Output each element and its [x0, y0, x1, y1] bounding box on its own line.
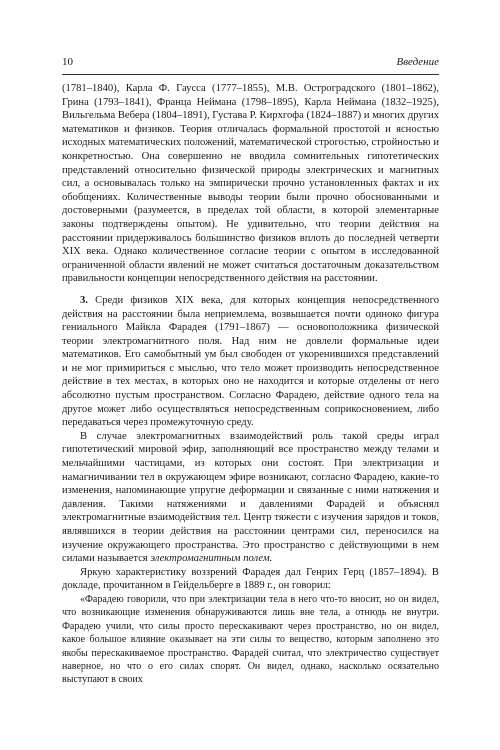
section-number: 3.: [80, 294, 88, 306]
paragraph-section-3: [62, 294, 439, 430]
paragraph-1: (1781–1840), Карла Ф. Гаусса (1777–1855), М.В. Остроградского (1801–1862), Грина (1793–1841), Франца Неймана (1798–1895), Карла Неймана (1832–1925), Вильгельма Вебера (1804–1891), Густава Р. Кирхгофа (1824–1887) и многих других математиков и физиков. Теория отличалась формальной простотой и ясностью исходных математических положений, математической строгостью, стройностью и конкретностью. Она совершенно не вводила сомнительных гипотетических представлений относительно физической природы электрических и магнитных сил, а основывалась только на эмпирически прочно установленных фактах и их обобщениях. Количественные выводы теории были прочно обоснованными и достоверными (разумеется, в пределах той области, в которой элементарные законы подтверждены опытом). Не удивительно, что теории действия на расстоянии придерживалось большинство физиков вплоть до последней четверти XIX века. Однако количественное согласие теории с опытом в исследованной ограниченной области явлений не может считаться достаточным доказательством правильности концепции непосредственного действия на расстоянии.: [62, 83, 439, 285]
paragraph-3: [62, 430, 439, 566]
paragraph-4: Яркую характеристику воззрений Фарадея дал Генрих Герц (1857–1894). В докладе, прочитанном в Гейдельберге в 1889 г., он говорил:: [62, 566, 439, 592]
paragraph-2-text: Среди физиков XIX века, для которых концепция непосредственного действия на расстоянии была неприемлема, возвышается почти одиноко фигура гениального Майкла Фарадея (1791–1867) — основоположника физической теории электромагнитного поля. Над ним не довлели формальные идеи математиков. Его самобытный ум был свободен от укоренившихся представлений и не мог примириться с мыслью, что тело может производить непосредственное действие в тех местах, в которых оно не находится и которые отделены от него абсолютно пустым пространством. Согласно Фарадею, действие одного тела на другое может либо осуществляться непосредственным соприкосновением, либо передаваться через промежуточную среду.: [62, 294, 439, 429]
emphasis-term: электромагнитным полем.: [150, 553, 273, 565]
quote-paragraph: «Фарадею говорили, что при электризации тела в него что-то вносит, но он видел, что возникающие изменения обнаруживаются лишь вне тела, а отнюдь не внутри. Фарадею учили, что силы просто перескакивают через пространство, но он видел, какое большое влияние оказывает на эти силы то вещество, которым заполнено это якобы перескакиваемое пространство. Фарадей считал, что электричество существует наверное, но что о его силах спорят. Он видел, однако, насколько осязательно выступают в своих: [62, 593, 439, 686]
page-body: [62, 82, 439, 687]
paragraph-3-text: В случае электромагнитных взаимодействий роль такой среды играл гипотетический мировой эфир, заполняющий все пространство между телами и мельчайшими частицами, из которых они состоят. При электризации и намагничивании тел в окружающем эфире возникают, согласно Фарадею, какие-то изменения, напоминающие упругие деформации и связанные с ними натяжения и давления. Такими натяжениями и давлениями Фарадей и объяснял электромагнитные взаимодействия тел. Центр тяжести с изучения зарядов и токов, являвшихся в теории действия на расстоянии центрами сил, переносился на изучение окружающего пространства. Это пространство с действующими в нем силами называется: [62, 430, 439, 565]
page-number: 10: [62, 56, 73, 68]
running-head: Введение: [396, 56, 439, 68]
page-header: [62, 56, 439, 75]
